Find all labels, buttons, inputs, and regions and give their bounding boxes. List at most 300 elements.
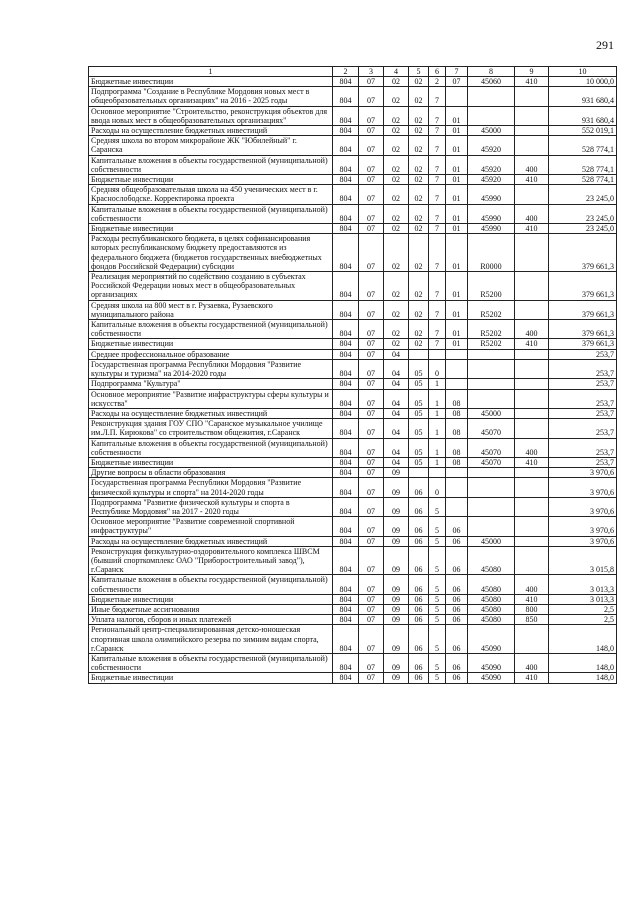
cell-program: 02 <box>409 136 429 155</box>
cell-section: 07 <box>359 478 384 497</box>
cell-activity <box>446 478 468 497</box>
cell-subsection: 04 <box>384 359 409 378</box>
cell-subprogram: 5 <box>429 604 446 614</box>
cell-ministry: 804 <box>333 419 359 438</box>
cell-subsection: 02 <box>384 204 409 223</box>
table-row <box>89 87 617 106</box>
cell-expense-type <box>515 625 549 654</box>
cell-expense-type <box>515 349 549 359</box>
cell-subprogram: 7 <box>429 204 446 223</box>
cell-section: 07 <box>359 204 384 223</box>
cell-ministry: 804 <box>333 604 359 614</box>
cell-expense-type <box>515 379 549 389</box>
cell-amount: 3 970,6 <box>549 468 617 478</box>
cell-ministry: 804 <box>333 339 359 349</box>
row-description: Бюджетные инвестиции <box>89 457 333 467</box>
row-description: Реконструкция физкультурно-оздоровительного комплекса ШВСМ (бывший спорткомплекс ОАО "Приборостроительный завод"), г.Саранск <box>89 546 333 575</box>
cell-section: 07 <box>359 673 384 683</box>
cell-program: 06 <box>409 673 429 683</box>
cell-activity: 06 <box>446 594 468 604</box>
table-row <box>89 300 617 319</box>
table-row <box>89 615 617 625</box>
cell-amount: 379 661,3 <box>549 234 617 272</box>
cell-expense-type: 410 <box>515 673 549 683</box>
header-cell: 9 <box>515 67 549 77</box>
cell-activity: 01 <box>446 320 468 339</box>
cell-subsection: 02 <box>384 339 409 349</box>
row-description: Капитальные вложения в объекты государственной (муниципальной) собственности <box>89 320 333 339</box>
cell-subsection: 09 <box>384 653 409 672</box>
cell-program: 06 <box>409 594 429 604</box>
cell-expense-code: 45990 <box>468 185 515 204</box>
cell-program: 02 <box>409 126 429 136</box>
cell-subsection: 02 <box>384 106 409 125</box>
cell-amount: 379 661,3 <box>549 300 617 319</box>
cell-amount: 3 970,6 <box>549 517 617 536</box>
cell-section: 07 <box>359 457 384 467</box>
cell-expense-code <box>468 87 515 106</box>
table-row <box>89 320 617 339</box>
cell-ministry: 804 <box>333 478 359 497</box>
cell-subprogram: 1 <box>429 457 446 467</box>
cell-section: 07 <box>359 379 384 389</box>
cell-program: 02 <box>409 320 429 339</box>
cell-subprogram: 7 <box>429 185 446 204</box>
cell-expense-type <box>515 185 549 204</box>
cell-subsection: 02 <box>384 320 409 339</box>
cell-subprogram: 1 <box>429 419 446 438</box>
budget-table <box>88 66 617 684</box>
cell-expense-code: 45080 <box>468 604 515 614</box>
cell-activity: 01 <box>446 155 468 174</box>
cell-program: 06 <box>409 517 429 536</box>
cell-expense-code: R0000 <box>468 234 515 272</box>
cell-expense-code <box>468 517 515 536</box>
cell-ministry: 804 <box>333 594 359 604</box>
cell-amount: 253,7 <box>549 457 617 467</box>
cell-amount: 23 245,0 <box>549 224 617 234</box>
cell-program: 02 <box>409 300 429 319</box>
row-description: Средняя школа во втором микрорайоне ЖК "Юбилейный" г. Саранска <box>89 136 333 155</box>
cell-subsection: 02 <box>384 300 409 319</box>
row-description: Бюджетные инвестиции <box>89 77 333 87</box>
cell-expense-type: 410 <box>515 594 549 604</box>
row-description: Расходы на осуществление бюджетных инвестиций <box>89 536 333 546</box>
cell-section: 07 <box>359 575 384 594</box>
cell-subprogram: 5 <box>429 546 446 575</box>
row-description: Бюджетные инвестиции <box>89 175 333 185</box>
cell-subsection: 09 <box>384 575 409 594</box>
cell-section: 07 <box>359 339 384 349</box>
cell-expense-type <box>515 359 549 378</box>
cell-amount: 23 245,0 <box>549 204 617 223</box>
row-description: Основное мероприятие "Развитие современной спортивной инфраструктуры" <box>89 517 333 536</box>
cell-expense-code: 45070 <box>468 438 515 457</box>
row-description: Расходы республиканского бюджета, в целях софинансирования которых республиканскому бюджету предоставляются из федерального бюджета (бюджетов государственных внебюджетных фондов Российской Федерации) субсидии <box>89 234 333 272</box>
table-row <box>89 359 617 378</box>
row-description: Региональный центр-специализированная детско-юношеская спортивная школа олимпийского резерва по зимним видам спорта, г.Саранск <box>89 625 333 654</box>
row-description: Основное мероприятие "Развитие инфраструктуры сферы культуры и искусства" <box>89 389 333 408</box>
cell-subprogram: 1 <box>429 389 446 408</box>
table-header-row <box>89 67 617 77</box>
cell-expense-type: 410 <box>515 77 549 87</box>
cell-program: 02 <box>409 87 429 106</box>
cell-amount: 253,7 <box>549 408 617 418</box>
cell-activity: 01 <box>446 126 468 136</box>
cell-amount: 3 015,8 <box>549 546 617 575</box>
cell-ministry: 804 <box>333 408 359 418</box>
cell-section: 07 <box>359 408 384 418</box>
cell-expense-type <box>515 87 549 106</box>
cell-subprogram: 5 <box>429 517 446 536</box>
cell-ministry: 804 <box>333 234 359 272</box>
cell-expense-code: 45920 <box>468 136 515 155</box>
table-row <box>89 457 617 467</box>
cell-ministry: 804 <box>333 106 359 125</box>
cell-section: 07 <box>359 77 384 87</box>
cell-subprogram: 5 <box>429 594 446 604</box>
cell-subprogram <box>429 468 446 478</box>
cell-program: 02 <box>409 224 429 234</box>
cell-subsection: 04 <box>384 438 409 457</box>
cell-amount: 552 019,1 <box>549 126 617 136</box>
cell-program: 02 <box>409 185 429 204</box>
cell-ministry: 804 <box>333 175 359 185</box>
cell-ministry: 804 <box>333 300 359 319</box>
cell-expense-code <box>468 379 515 389</box>
cell-ministry: 804 <box>333 185 359 204</box>
cell-expense-type: 400 <box>515 320 549 339</box>
header-cell: 8 <box>468 67 515 77</box>
cell-subprogram: 7 <box>429 300 446 319</box>
cell-ministry: 804 <box>333 359 359 378</box>
cell-expense-code: 45090 <box>468 673 515 683</box>
cell-amount: 253,7 <box>549 419 617 438</box>
cell-expense-code: 45000 <box>468 126 515 136</box>
cell-subprogram: 7 <box>429 155 446 174</box>
cell-subsection: 04 <box>384 419 409 438</box>
cell-expense-code <box>468 349 515 359</box>
cell-ministry: 804 <box>333 87 359 106</box>
cell-subprogram: 5 <box>429 673 446 683</box>
cell-subprogram: 7 <box>429 320 446 339</box>
table-row <box>89 234 617 272</box>
cell-activity: 06 <box>446 625 468 654</box>
cell-amount: 23 245,0 <box>549 185 617 204</box>
cell-activity: 08 <box>446 457 468 467</box>
cell-activity: 06 <box>446 536 468 546</box>
cell-program: 05 <box>409 359 429 378</box>
cell-expense-code: 45990 <box>468 224 515 234</box>
cell-ministry: 804 <box>333 379 359 389</box>
cell-section: 07 <box>359 87 384 106</box>
cell-activity <box>446 468 468 478</box>
table-row <box>89 594 617 604</box>
table-row <box>89 673 617 683</box>
cell-activity: 01 <box>446 300 468 319</box>
cell-amount: 10 000,0 <box>549 77 617 87</box>
cell-expense-code: 45080 <box>468 615 515 625</box>
row-description: Капитальные вложения в объекты государственной (муниципальной) собственности <box>89 204 333 223</box>
cell-amount: 3 970,6 <box>549 497 617 516</box>
cell-activity: 06 <box>446 653 468 672</box>
cell-expense-type: 410 <box>515 339 549 349</box>
cell-expense-type <box>515 478 549 497</box>
table-row <box>89 389 617 408</box>
cell-activity: 01 <box>446 339 468 349</box>
cell-section: 07 <box>359 155 384 174</box>
cell-subprogram: 7 <box>429 224 446 234</box>
cell-amount: 2,5 <box>549 615 617 625</box>
row-description: Капитальные вложения в объекты государственной (муниципальной) собственности <box>89 653 333 672</box>
cell-ministry: 804 <box>333 349 359 359</box>
cell-subsection: 02 <box>384 234 409 272</box>
cell-expense-type <box>515 468 549 478</box>
cell-activity <box>446 497 468 516</box>
cell-ministry: 804 <box>333 155 359 174</box>
cell-expense-type: 400 <box>515 575 549 594</box>
cell-subsection: 02 <box>384 272 409 301</box>
cell-subsection: 04 <box>384 349 409 359</box>
cell-subprogram: 7 <box>429 126 446 136</box>
table-row <box>89 272 617 301</box>
cell-section: 07 <box>359 359 384 378</box>
cell-section: 07 <box>359 234 384 272</box>
cell-subsection: 09 <box>384 673 409 683</box>
table-row <box>89 546 617 575</box>
cell-program: 06 <box>409 615 429 625</box>
cell-subprogram: 7 <box>429 175 446 185</box>
cell-amount: 931 680,4 <box>549 87 617 106</box>
cell-program <box>409 468 429 478</box>
cell-program: 06 <box>409 536 429 546</box>
cell-section: 07 <box>359 349 384 359</box>
cell-program: 06 <box>409 575 429 594</box>
cell-activity: 06 <box>446 673 468 683</box>
row-description: Капитальные вложения в объекты государственной (муниципальной) собственности <box>89 575 333 594</box>
cell-program: 06 <box>409 604 429 614</box>
table-row <box>89 653 617 672</box>
row-description: Средняя школа на 800 мест в г. Рузаевка, Рузаевского муниципального района <box>89 300 333 319</box>
cell-ministry: 804 <box>333 673 359 683</box>
cell-activity: 06 <box>446 615 468 625</box>
cell-expense-code: 45080 <box>468 546 515 575</box>
table-row <box>89 339 617 349</box>
cell-activity: 08 <box>446 438 468 457</box>
cell-expense-type: 400 <box>515 155 549 174</box>
cell-expense-type: 800 <box>515 604 549 614</box>
cell-subsection: 02 <box>384 175 409 185</box>
cell-expense-code: R5200 <box>468 272 515 301</box>
cell-program: 02 <box>409 175 429 185</box>
cell-ministry: 804 <box>333 438 359 457</box>
row-description: Средняя общеобразовательная школа на 450 ученических мест в г. Краснослободске. Корректировка проекта <box>89 185 333 204</box>
cell-program: 02 <box>409 272 429 301</box>
cell-program: 05 <box>409 389 429 408</box>
cell-subsection: 09 <box>384 594 409 604</box>
cell-subsection: 02 <box>384 87 409 106</box>
cell-amount: 379 661,3 <box>549 320 617 339</box>
row-description: Реконструкция здания ГОУ СПО "Саранское музыкальное училище им.Л.П. Кирюкова" со строительством общежития, г.Саранск <box>89 419 333 438</box>
cell-section: 07 <box>359 185 384 204</box>
cell-expense-code: R5202 <box>468 300 515 319</box>
cell-ministry: 804 <box>333 320 359 339</box>
table-row <box>89 204 617 223</box>
cell-program: 02 <box>409 77 429 87</box>
cell-expense-code: 45090 <box>468 653 515 672</box>
cell-program: 05 <box>409 438 429 457</box>
header-cell: 10 <box>549 67 617 77</box>
cell-program <box>409 349 429 359</box>
cell-activity: 01 <box>446 234 468 272</box>
table-row <box>89 625 617 654</box>
cell-amount: 528 774,1 <box>549 136 617 155</box>
cell-expense-type <box>515 106 549 125</box>
cell-program: 02 <box>409 106 429 125</box>
cell-expense-type <box>515 234 549 272</box>
cell-expense-type <box>515 536 549 546</box>
cell-subprogram: 5 <box>429 615 446 625</box>
cell-expense-type <box>515 517 549 536</box>
cell-program: 06 <box>409 546 429 575</box>
cell-subsection: 09 <box>384 478 409 497</box>
cell-expense-code: R5202 <box>468 339 515 349</box>
cell-subprogram: 0 <box>429 478 446 497</box>
row-description: Бюджетные инвестиции <box>89 339 333 349</box>
cell-section: 07 <box>359 175 384 185</box>
cell-activity <box>446 87 468 106</box>
cell-expense-type <box>515 389 549 408</box>
cell-amount: 148,0 <box>549 625 617 654</box>
cell-subprogram: 2 <box>429 77 446 87</box>
cell-expense-code: R5202 <box>468 320 515 339</box>
cell-program: 05 <box>409 419 429 438</box>
cell-section: 07 <box>359 300 384 319</box>
table-row <box>89 419 617 438</box>
row-description: Иные бюджетные ассигнования <box>89 604 333 614</box>
cell-subsection: 04 <box>384 389 409 408</box>
cell-expense-code: 45060 <box>468 77 515 87</box>
cell-ministry: 804 <box>333 272 359 301</box>
cell-expense-code: 45000 <box>468 536 515 546</box>
table-row <box>89 408 617 418</box>
cell-activity: 01 <box>446 204 468 223</box>
cell-section: 07 <box>359 625 384 654</box>
table-row <box>89 575 617 594</box>
cell-ministry: 804 <box>333 546 359 575</box>
row-description: Подпрограмма "Создание в Республике Мордовия новых мест в общеобразовательных организациях" на 2016 - 2025 годы <box>89 87 333 106</box>
cell-activity: 08 <box>446 408 468 418</box>
table-row <box>89 517 617 536</box>
cell-section: 07 <box>359 615 384 625</box>
table-row <box>89 126 617 136</box>
header-cell: 5 <box>409 67 429 77</box>
row-description: Бюджетные инвестиции <box>89 673 333 683</box>
cell-expense-type <box>515 136 549 155</box>
row-description: Подпрограмма "Культура" <box>89 379 333 389</box>
cell-subprogram: 7 <box>429 87 446 106</box>
cell-activity: 06 <box>446 575 468 594</box>
cell-subsection: 02 <box>384 155 409 174</box>
cell-ministry: 804 <box>333 575 359 594</box>
cell-program: 02 <box>409 234 429 272</box>
cell-ministry: 804 <box>333 468 359 478</box>
cell-subprogram: 7 <box>429 234 446 272</box>
cell-ministry: 804 <box>333 126 359 136</box>
cell-ministry: 804 <box>333 204 359 223</box>
cell-subsection: 09 <box>384 625 409 654</box>
cell-subprogram <box>429 349 446 359</box>
cell-expense-code: 45080 <box>468 594 515 604</box>
row-description: Расходы на осуществление бюджетных инвестиций <box>89 408 333 418</box>
cell-expense-type <box>515 272 549 301</box>
cell-activity: 01 <box>446 185 468 204</box>
cell-subprogram: 7 <box>429 136 446 155</box>
cell-amount: 148,0 <box>549 653 617 672</box>
cell-expense-type <box>515 408 549 418</box>
cell-program: 02 <box>409 155 429 174</box>
cell-section: 07 <box>359 594 384 604</box>
cell-ministry: 804 <box>333 615 359 625</box>
cell-ministry: 804 <box>333 517 359 536</box>
cell-expense-type: 850 <box>515 615 549 625</box>
cell-amount: 528 774,1 <box>549 155 617 174</box>
row-description: Среднее профессиональное образование <box>89 349 333 359</box>
cell-subsection: 04 <box>384 379 409 389</box>
cell-amount: 3 013,3 <box>549 575 617 594</box>
cell-activity: 06 <box>446 546 468 575</box>
cell-section: 07 <box>359 438 384 457</box>
row-description: Капитальные вложения в объекты государственной (муниципальной) собственности <box>89 438 333 457</box>
header-cell: 6 <box>429 67 446 77</box>
cell-activity: 01 <box>446 136 468 155</box>
cell-subsection: 09 <box>384 615 409 625</box>
cell-subsection: 02 <box>384 77 409 87</box>
cell-amount: 931 680,4 <box>549 106 617 125</box>
cell-program: 06 <box>409 625 429 654</box>
cell-expense-code: 45990 <box>468 204 515 223</box>
cell-expense-code <box>468 478 515 497</box>
table-row <box>89 478 617 497</box>
cell-activity <box>446 349 468 359</box>
cell-expense-type: 410 <box>515 175 549 185</box>
cell-amount: 379 661,3 <box>549 272 617 301</box>
cell-amount: 253,7 <box>549 438 617 457</box>
cell-subsection: 09 <box>384 468 409 478</box>
cell-section: 07 <box>359 653 384 672</box>
row-description: Подпрограмма "Развитие физической культуры и спорта в Республике Мордовия" на 2017 - 2020 годы <box>89 497 333 516</box>
cell-expense-code: 45090 <box>468 625 515 654</box>
cell-section: 07 <box>359 546 384 575</box>
cell-expense-code <box>468 389 515 408</box>
cell-amount: 3 013,3 <box>549 594 617 604</box>
table-row <box>89 438 617 457</box>
cell-expense-code <box>468 497 515 516</box>
cell-expense-code: 45070 <box>468 457 515 467</box>
cell-subsection: 04 <box>384 408 409 418</box>
cell-activity <box>446 379 468 389</box>
cell-section: 07 <box>359 468 384 478</box>
cell-activity: 07 <box>446 77 468 87</box>
cell-subsection: 09 <box>384 497 409 516</box>
row-description: Расходы на осуществление бюджетных инвестиций <box>89 126 333 136</box>
cell-subprogram: 5 <box>429 625 446 654</box>
cell-ministry: 804 <box>333 389 359 408</box>
cell-expense-code: 45000 <box>468 408 515 418</box>
cell-subsection: 09 <box>384 536 409 546</box>
cell-expense-code: 45920 <box>468 175 515 185</box>
row-description: Уплата налогов, сборов и иных платежей <box>89 615 333 625</box>
